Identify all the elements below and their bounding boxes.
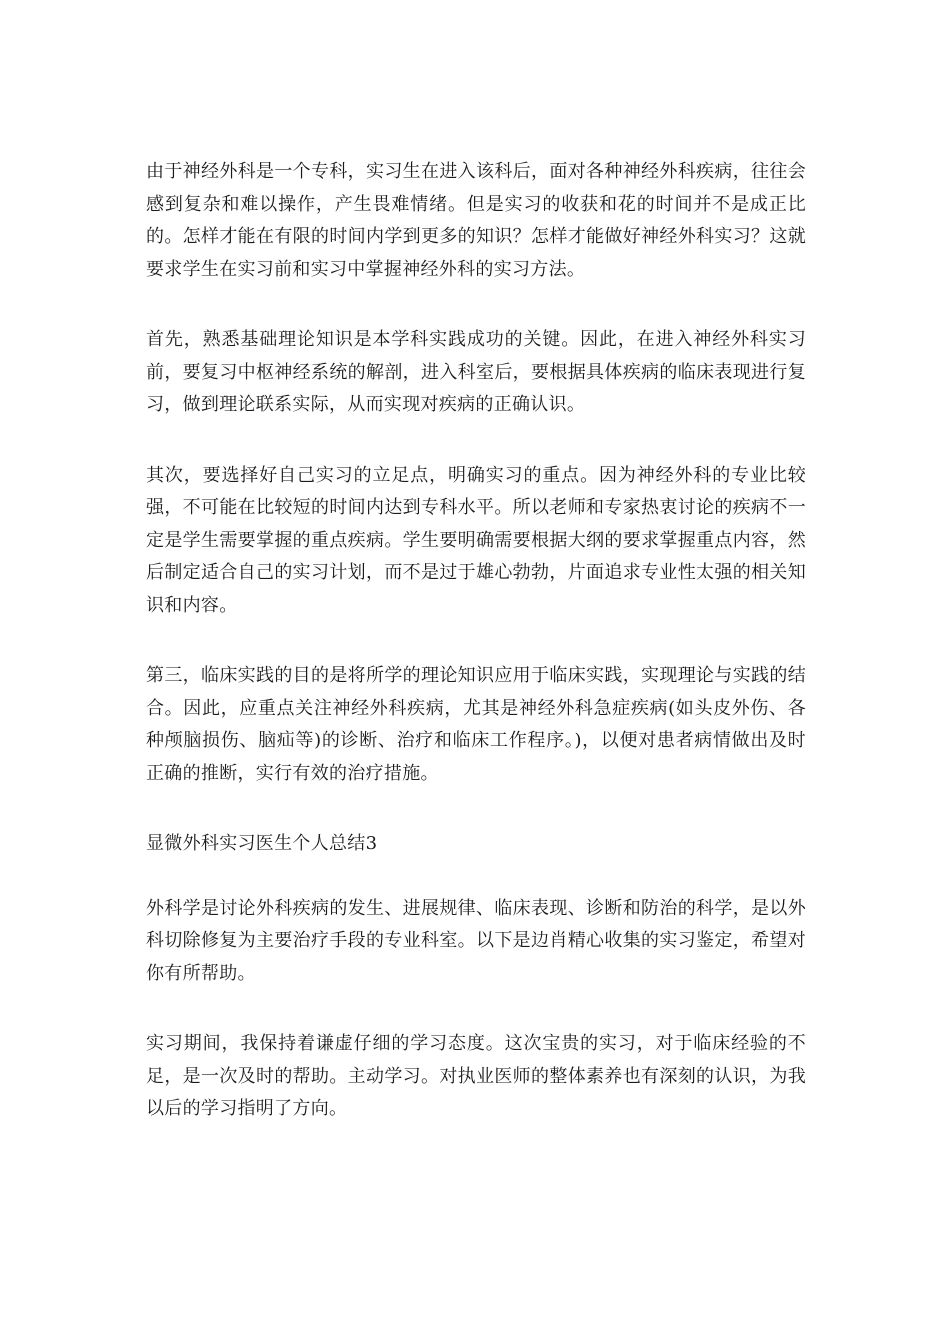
paragraph-third: 第三，临床实践的目的是将所学的理论知识应用于临床实践，实现理论与实践的结合。因此，应重点关注神经外科疾病，尤其是神经外科急症疾病(如头皮外伤、各种颅脑损伤、脑疝等)的诊断、治疗和临床工作程序。)，以便对患者病情做出及时正确的推断，实行有效的治疗措施。 <box>146 665 806 784</box>
paragraph-surgery-intro: 外科学是讨论外科疾病的发生、进展规律、临床表现、诊断和防治的科学，是以外科切除修复为主要治疗手段的专业科室。以下是边肖精心收集的实习鉴定，希望对你有所帮助。 <box>146 897 806 984</box>
paragraph-first: 首先，熟悉基础理论知识是本学科实践成功的关键。因此，在进入神经外科实习前，要复习中枢神经系统的解剖，进入科室后，要根据具体疾病的临床表现进行复习，做到理论联系实际，从而实现对疾病的正确认识。 <box>146 329 806 415</box>
paragraph-intro: 由于神经外科是一个专科，实习生在进入该科后，面对各种神经外科疾病，往往会感到复杂和难以操作，产生畏难情绪。但是实习的收获和花的时间并不是成正比的。怎样才能在有限的时间内学到更多的知识？怎样才能做好神经外科实习？这就要求学生在实习前和实习中掌握神经外科的实习方法。 <box>146 161 806 280</box>
section-heading: 显微外科实习医生个人总结3 <box>146 833 378 854</box>
paragraph-second: 其次，要选择好自己实习的立足点，明确实习的重点。因为神经外科的专业比较强，不可能在比较短的时间内达到专科水平。所以老师和专家热衷讨论的疾病不一定是学生需要掌握的重点疾病。学生要明确需要根据大纲的要求掌握重点内容，然后制定适合自己的实习计划，而不是过于雄心勃勃，片面追求专业性太强的相关知识和内容。 <box>146 464 806 616</box>
paragraph-internship: 实习期间，我保持着谦虚仔细的学习态度。这次宝贵的实习，对于临床经验的不足，是一次及时的帮助。主动学习。对执业医师的整体素养也有深刻的认识，为我以后的学习指明了方向。 <box>146 1033 806 1119</box>
document-body <box>146 156 806 1164</box>
